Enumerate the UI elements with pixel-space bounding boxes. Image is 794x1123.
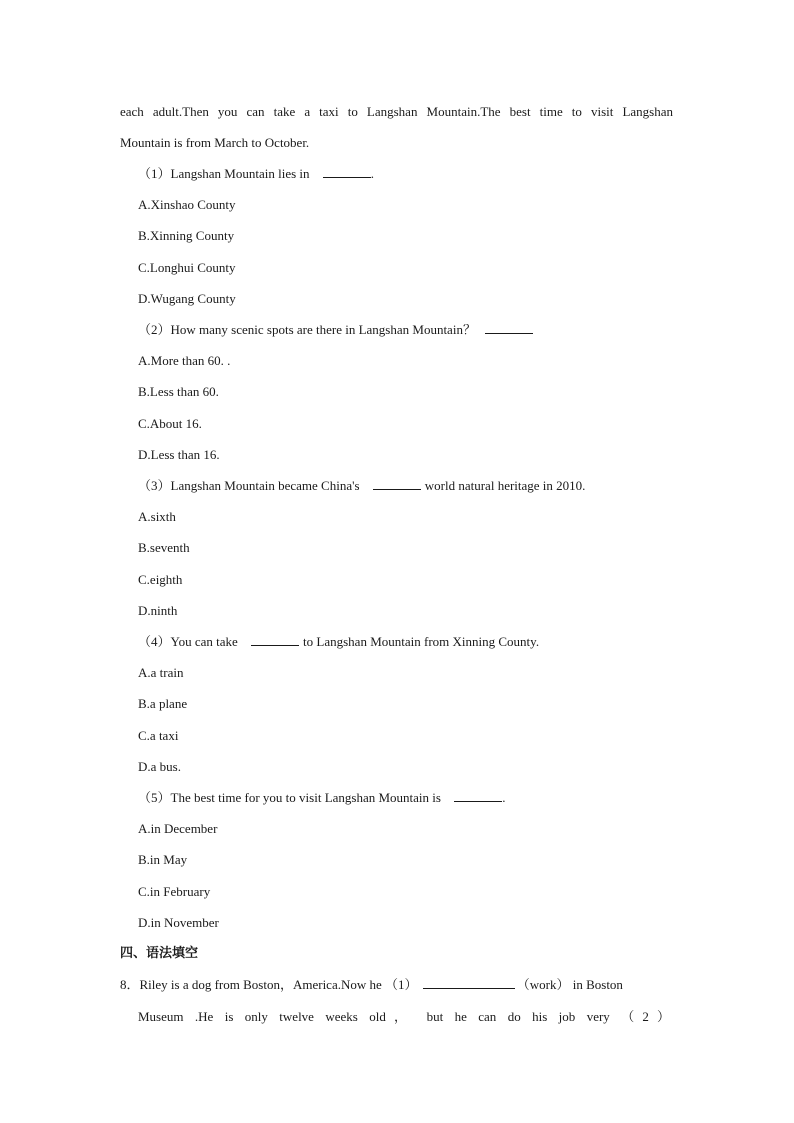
question-text: Langshan Mountain became China's [170,478,360,493]
answer-blank[interactable] [323,165,371,178]
option-c[interactable]: C.eighth [138,572,183,587]
option-a[interactable]: A.a train [138,665,184,680]
option-c[interactable]: C.a taxi [138,728,179,743]
option-b[interactable]: B.seventh [138,540,190,555]
answer-blank[interactable] [454,789,502,802]
question-text: The best time for you to visit Langshan Mountain is [170,790,441,805]
option-b[interactable]: B.a plane [138,696,188,711]
question-number: （4） [138,634,171,649]
question-number: （3） [138,478,171,493]
answer-blank[interactable] [485,321,533,334]
option-d[interactable]: D.Wugang County [138,291,236,306]
question-4 [138,633,539,651]
option-a[interactable]: A.Xinshao County [138,197,236,212]
answer-blank[interactable] [423,976,515,989]
question-number: （5） [138,790,171,805]
option-d[interactable]: D.in November [138,915,219,930]
question-text: How many scenic spots are there in Langshan Mountain？ [170,322,476,337]
answer-blank[interactable] [251,633,299,646]
passage-line-2: Mountain is from March to October. [120,135,310,150]
option-a[interactable]: A.More than 60. . [138,353,231,368]
question-text-end: . [502,790,506,805]
question-5 [138,789,505,807]
option-c[interactable]: C.in February [138,884,211,899]
question-text: Langshan Mountain lies in [170,166,310,181]
question-1 [138,165,374,183]
option-b[interactable]: B.Xinning County [138,228,235,243]
question-2 [138,321,533,339]
option-b[interactable]: B.in May [138,852,188,867]
question-3 [138,477,585,495]
option-c[interactable]: C.Longhui County [138,260,236,275]
option-b[interactable]: B.Less than 60. [138,384,219,399]
question-8-line-1 [120,976,673,994]
question-text: You can take [170,634,238,649]
option-c[interactable]: C.About 16. [138,416,202,431]
option-d[interactable]: D.a bus. [138,759,181,774]
question-text-end: world natural heritage in 2010. [424,478,586,493]
question-8-text-end: （work） in Boston [516,977,623,992]
option-d[interactable]: D.Less than 16. [138,447,220,462]
question-text-end: . [370,166,375,181]
passage-line-1: each adult.Then you can take a taxi to Langshan Mountain.The best time to visit Langshan [120,104,673,119]
answer-blank[interactable] [373,477,421,490]
option-a[interactable]: A.in December [138,821,218,836]
question-number: （1） [138,166,171,181]
question-number: （2） [138,322,171,337]
question-8-line-2: Museum .He is only twelve weeks old， but he can do his job very （2） [138,1009,670,1024]
option-a[interactable]: A.sixth [138,509,176,524]
question-8-text: 8．Riley is a dog from Boston，America.Now he （1） [120,977,418,992]
section-heading: 四、语法填空 [120,946,199,961]
question-text-end: to Langshan Mountain from Xinning County. [303,634,540,649]
option-d[interactable]: D.ninth [138,603,178,618]
